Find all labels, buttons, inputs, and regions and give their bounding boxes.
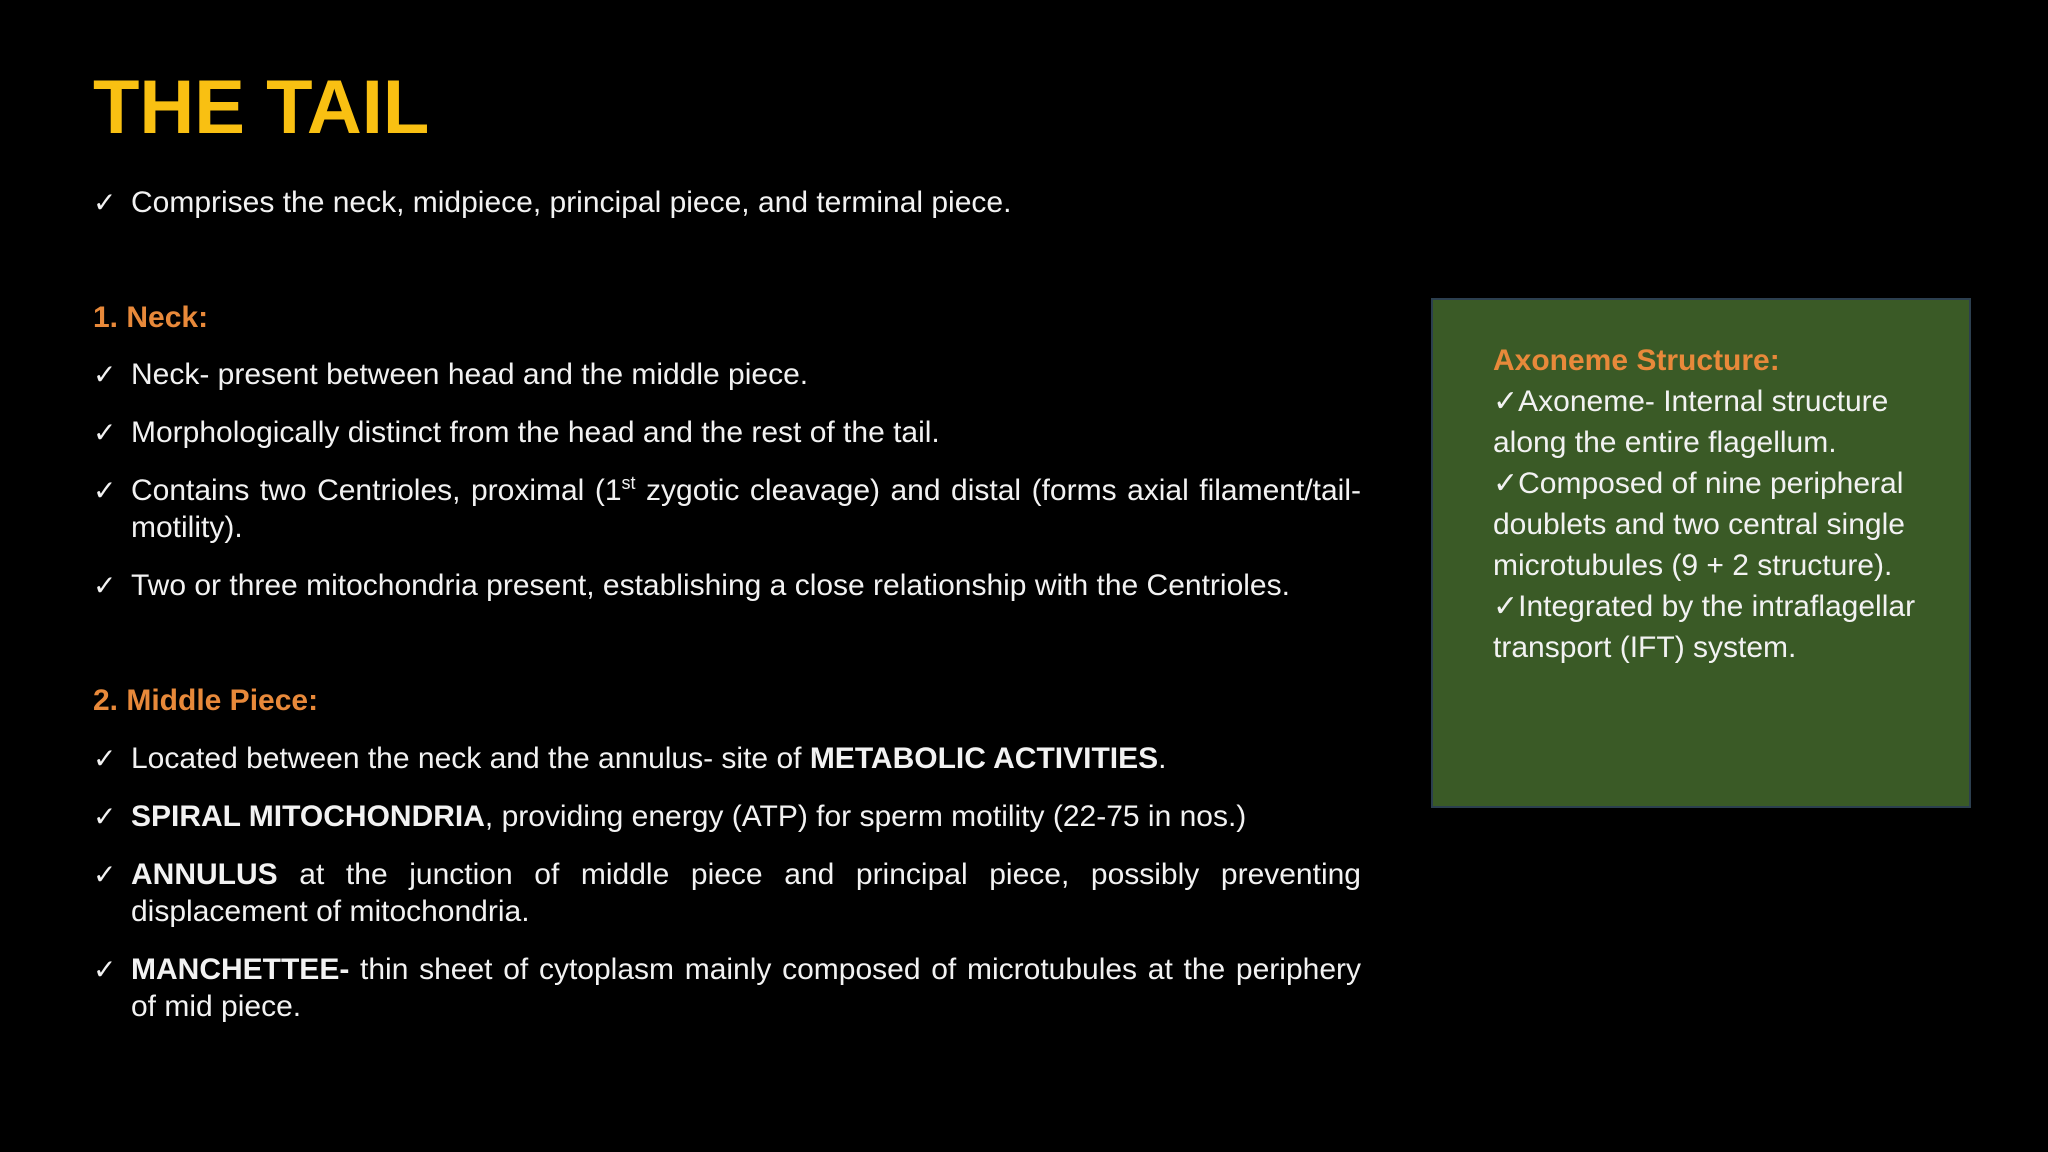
bold-term: MANCHETTEE- xyxy=(131,953,350,986)
bullet-text: Two or three mitochondria present, establishing a close relationship with the Centrioles. xyxy=(131,569,1290,602)
axoneme-item-text: Axoneme- Internal structure along the entire flagellum. xyxy=(1493,385,1889,459)
check-icon: ✓ xyxy=(93,743,117,774)
middle-piece-heading: 2. Middle Piece: xyxy=(93,684,319,717)
bold-term: ANNULUS xyxy=(131,858,278,891)
check-icon: ✓ xyxy=(93,859,117,890)
bullet-text: Located between the neck and the annulus- site of xyxy=(131,742,810,775)
bullet-text: thin sheet of cytoplasm mainly composed of microtubules at the periphery of mid piece. xyxy=(131,953,1361,1023)
axoneme-heading: Axoneme Structure: xyxy=(1493,344,1780,377)
check-icon: ✓ xyxy=(93,570,117,601)
check-icon: ✓ xyxy=(93,801,117,832)
bullet-text: at the junction of middle piece and principal piece, possibly preventing displacement of mitochondria. xyxy=(131,858,1361,928)
intro-bullet xyxy=(93,184,1361,221)
check-icon: ✓ xyxy=(93,417,117,448)
bold-term: SPIRAL MITOCHONDRIA xyxy=(131,800,485,833)
bullet-text: Morphologically distinct from the head and the rest of the tail. xyxy=(131,416,940,449)
check-icon: ✓ xyxy=(1493,467,1519,500)
neck-bullet xyxy=(93,567,1361,604)
axoneme-item-text: Composed of nine peripheral doublets and two central single microtubules (9 + 2 structure). xyxy=(1493,467,1905,582)
check-icon: ✓ xyxy=(1493,385,1519,418)
axoneme-item xyxy=(1493,586,1933,668)
axoneme-structure-box xyxy=(1431,298,1971,808)
middle-piece-bullet xyxy=(93,740,1361,777)
bullet-text: Neck- present between head and the middle piece. xyxy=(131,358,809,391)
superscript: st xyxy=(621,473,636,493)
middle-piece-bullet xyxy=(93,798,1361,835)
check-icon: ✓ xyxy=(93,475,117,506)
bullet-text-start: Contains two Centrioles, proximal (1 xyxy=(131,474,622,507)
neck-heading: 1. Neck: xyxy=(93,301,209,334)
neck-bullet xyxy=(93,472,1361,546)
neck-bullet xyxy=(93,414,1361,451)
main-content xyxy=(93,184,1361,1025)
axoneme-item-text: Integrated by the intraflagellar transport (IFT) system. xyxy=(1493,590,1916,664)
axoneme-item xyxy=(1493,381,1933,463)
check-icon: ✓ xyxy=(1493,590,1519,623)
bullet-text: , providing energy (ATP) for sperm motility (22-75 in nos.) xyxy=(484,800,1247,833)
check-icon: ✓ xyxy=(93,954,117,985)
middle-piece-bullet xyxy=(93,856,1361,930)
slide-title: THE TAIL xyxy=(93,65,430,150)
bullet-text: Comprises the neck, midpiece, principal piece, and terminal piece. xyxy=(131,186,1012,219)
check-icon: ✓ xyxy=(93,187,117,218)
axoneme-item xyxy=(1493,463,1933,586)
bold-term: METABOLIC ACTIVITIES xyxy=(809,742,1159,775)
middle-piece-bullet xyxy=(93,951,1361,1025)
check-icon: ✓ xyxy=(93,359,117,390)
bullet-text-end: . xyxy=(1158,742,1167,775)
neck-bullet xyxy=(93,356,1361,393)
axoneme-box-content xyxy=(1493,340,1933,668)
bullet-text-end: zygotic cleavage) and distal (forms axial filament/tail-motility). xyxy=(131,474,1361,544)
